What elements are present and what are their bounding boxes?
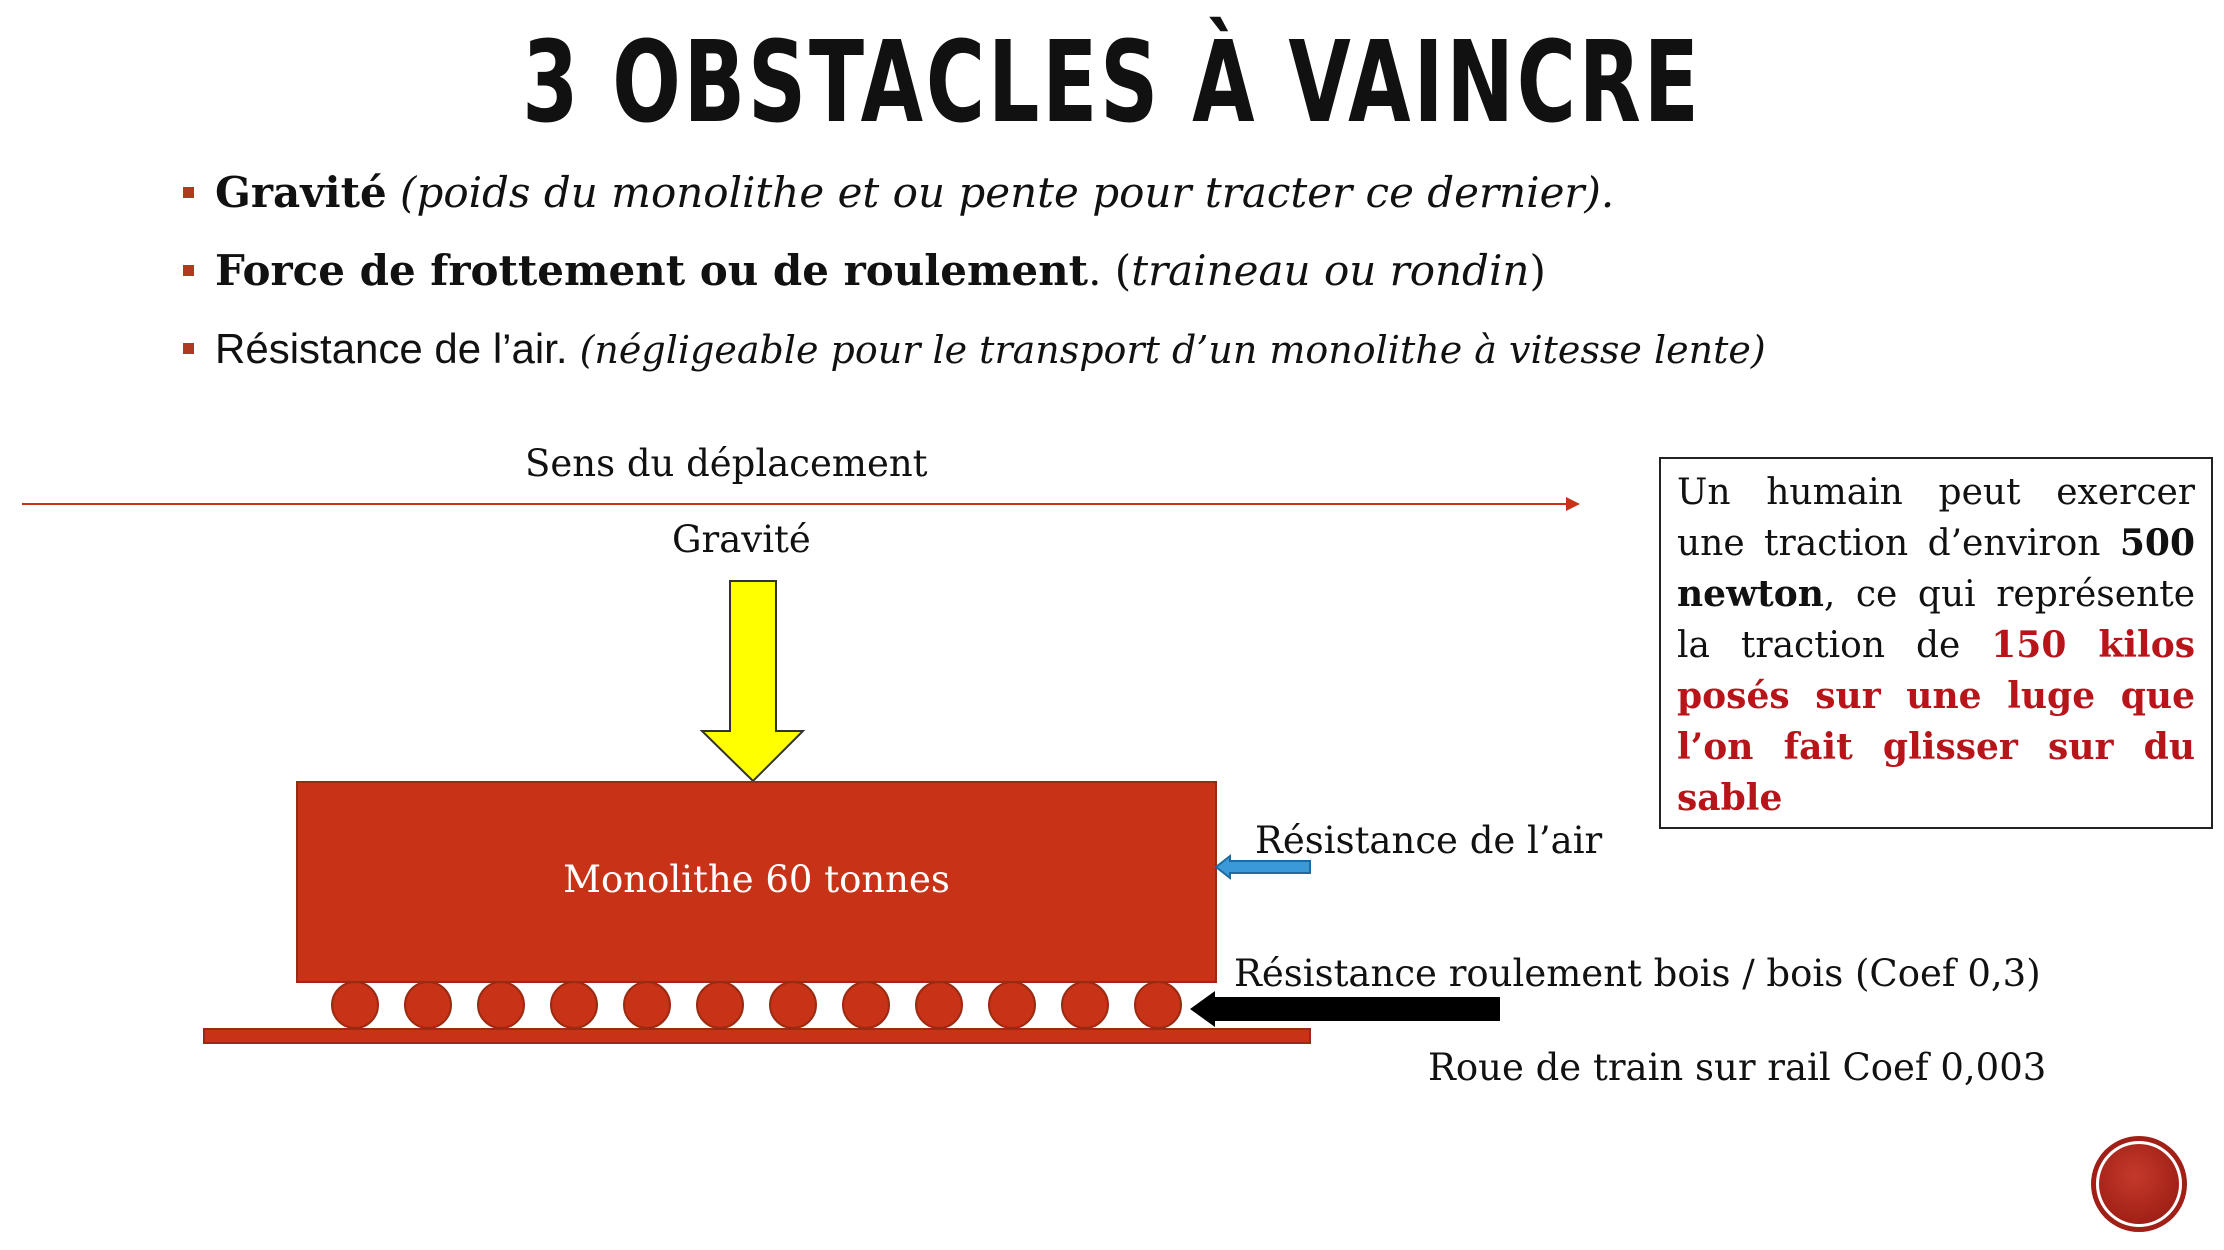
info-text-2: , ce qui représente la traction de [1677,574,2195,666]
roller [551,982,597,1028]
roller [478,982,524,1028]
info-box [1659,457,2213,829]
circle-nav-button[interactable] [2096,1141,2182,1227]
gravity-label: Gravité [672,518,811,561]
roller [405,982,451,1028]
roller [624,982,670,1028]
roller [916,982,962,1028]
train-coefficient-label: Roue de train sur rail Coef 0,003 [1428,1046,2047,1089]
info-text-1: Un humain peut exercer une traction d’environ [1677,472,2195,564]
roller [843,982,889,1028]
roller [332,982,378,1028]
roller [989,982,1035,1028]
bullet-friction-sep: . ( [1088,246,1132,295]
direction-arrowhead-icon [1566,497,1580,511]
ground-rail [204,1029,1310,1043]
monolith-label: Monolithe 60 tonnes [563,858,950,901]
info-text-force: 500 newton [1677,522,2195,615]
rolling-resistance-arrow-icon [1190,991,1500,1027]
roller [1135,982,1181,1028]
rolling-resistance-label: Résistance roulement bois / bois (Coef 0,3) [1234,952,2041,995]
bullet-gravity-title: Gravité [215,168,387,217]
info-text-highlight: 150 kilos posés sur une luge que l’on fait glisser sur du sable [1677,624,2195,819]
bullet-gravity-detail: (poids du monolithe et ou pente pour tracter ce dernier). [386,168,1615,217]
bullet-air-title: Résistance de l’air. [215,325,568,372]
bullet-air-detail: (négligeable pour le transport d’un monolithe à vitesse lente) [567,328,1766,372]
roller [1062,982,1108,1028]
bullet-friction-title: Force de frottement ou de roulement [215,246,1089,295]
roller [770,982,816,1028]
direction-label: Sens du déplacement [525,442,928,485]
bullet-friction-detail: traineau ou rondin [1131,246,1530,295]
page-title: 3 OBSTACLES À VAINCRE [522,18,1702,148]
bullet-friction-close: ) [1529,246,1546,295]
gravity-arrow-icon [702,581,803,781]
rollers-group [332,982,1181,1028]
roller [697,982,743,1028]
air-resistance-label: Résistance de l’air [1255,819,1603,862]
